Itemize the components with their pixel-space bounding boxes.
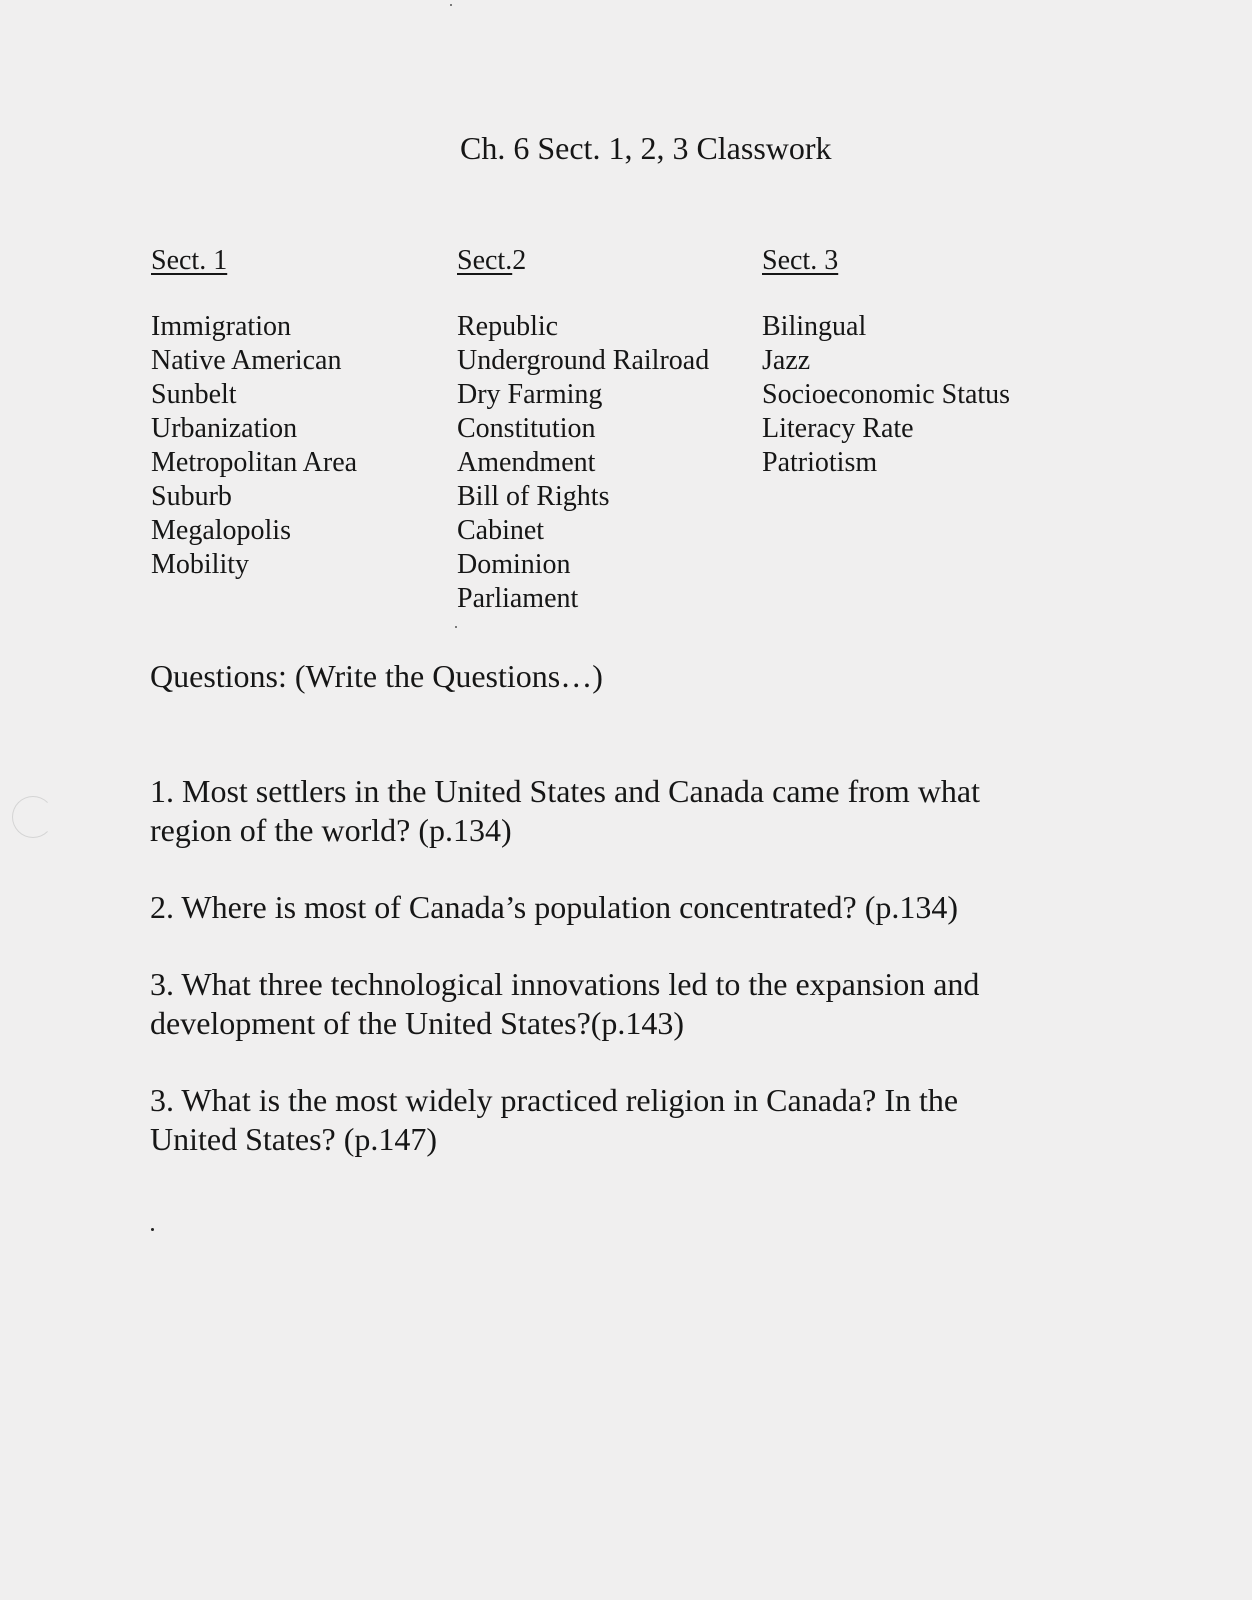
section-1-header-text: Sect. 1 bbox=[151, 245, 228, 276]
term: Amendment bbox=[457, 447, 596, 478]
term: Suburb bbox=[151, 481, 232, 512]
section-3-column bbox=[762, 244, 1010, 480]
term: Megalopolis bbox=[151, 515, 291, 546]
term: Bill of Rights bbox=[457, 481, 610, 512]
term: Patriotism bbox=[762, 447, 878, 478]
term: Metropolitan Area bbox=[151, 447, 358, 478]
term: Socioeconomic Status bbox=[762, 379, 1011, 410]
questions-list bbox=[150, 772, 1050, 1197]
questions-heading: Questions: (Write the Questions…) bbox=[150, 658, 603, 694]
scan-circle-mark bbox=[12, 796, 54, 838]
section-2-header-suffix: 2 bbox=[512, 245, 527, 276]
question-item: 2. Where is most of Canada’s population concentrated? (p.134) bbox=[150, 889, 959, 925]
section-2-header-text: Sect. bbox=[457, 245, 513, 276]
question-item: 3. What three technological innovations led to the expansion and development of the United States?(p.143) bbox=[150, 966, 980, 1041]
scan-speck bbox=[455, 626, 457, 628]
stray-dot bbox=[151, 1228, 154, 1231]
term: Native American bbox=[151, 345, 342, 376]
section-2-column bbox=[457, 244, 709, 616]
section-1-column bbox=[151, 244, 357, 582]
question-item: 1. Most settlers in the United States and Canada came from what region of the world? (p.134) bbox=[150, 773, 981, 848]
section-3-header bbox=[762, 244, 1010, 278]
term: Constitution bbox=[457, 413, 596, 444]
section-2-header bbox=[457, 244, 709, 278]
term: Bilingual bbox=[762, 311, 867, 342]
term: Dry Farming bbox=[457, 379, 603, 410]
term: Parliament bbox=[457, 583, 579, 614]
term: Cabinet bbox=[457, 515, 545, 546]
term: Underground Railroad bbox=[457, 345, 710, 376]
question-item: 3. What is the most widely practiced religion in Canada? In the United States? (p.147) bbox=[150, 1082, 959, 1157]
term: Mobility bbox=[151, 549, 250, 580]
term: Republic bbox=[457, 311, 559, 342]
term: Dominion bbox=[457, 549, 571, 580]
term: Jazz bbox=[762, 345, 811, 376]
term: Urbanization bbox=[151, 413, 298, 444]
section-1-header bbox=[151, 244, 357, 278]
page-title: Ch. 6 Sect. 1, 2, 3 Classwork bbox=[460, 130, 832, 166]
term: Literacy Rate bbox=[762, 413, 914, 444]
term: Immigration bbox=[151, 311, 291, 342]
scan-speck bbox=[450, 4, 452, 6]
term: Sunbelt bbox=[151, 379, 237, 410]
section-3-header-text: Sect. 3 bbox=[762, 245, 839, 276]
